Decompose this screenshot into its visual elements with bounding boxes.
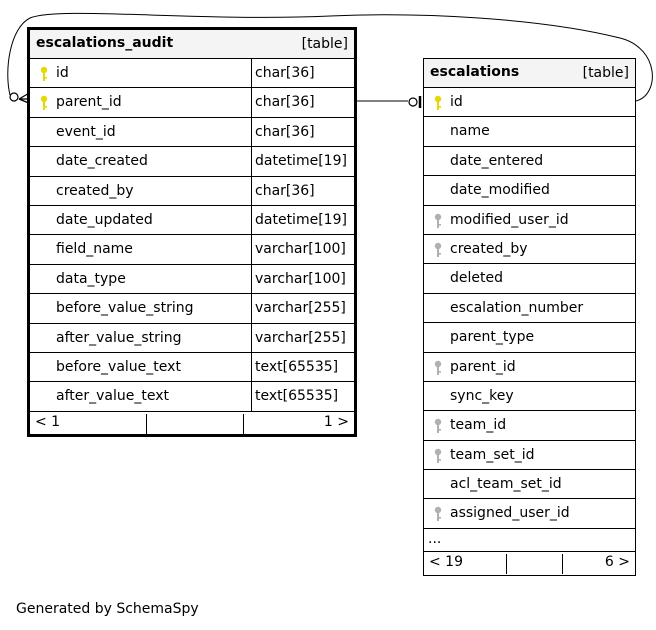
column-type: varchar[255] [255, 300, 346, 317]
column-type: datetime[19] [255, 211, 347, 228]
column-row[interactable] [30, 382, 354, 411]
column-name: acl_team_set_id [450, 476, 562, 493]
column-row[interactable] [30, 59, 354, 88]
column-row[interactable] [424, 382, 635, 411]
index-key-icon [433, 418, 443, 434]
relationship-zero-marker [409, 98, 417, 106]
column-type: char[36] [255, 182, 315, 199]
index-key-icon [433, 360, 443, 376]
column-name: escalation_number [450, 299, 584, 316]
column-row[interactable] [424, 176, 635, 205]
column-type: char[36] [255, 94, 315, 111]
column-row[interactable] [424, 411, 635, 440]
column-row[interactable] [424, 147, 635, 176]
column-row[interactable] [30, 265, 354, 294]
relationship-zero-marker-2 [10, 93, 18, 101]
column-row[interactable] [424, 441, 635, 470]
table-footer [424, 552, 635, 574]
primary-key-icon [39, 66, 49, 82]
column-name: modified_user_id [450, 211, 569, 228]
column-name: date_created [56, 153, 148, 170]
column-name: sync_key [450, 387, 514, 404]
column-name: assigned_user_id [450, 505, 570, 522]
column-row[interactable] [30, 294, 354, 323]
column-row[interactable] [424, 206, 635, 235]
column-type: varchar[100] [255, 270, 346, 287]
column-name: id [450, 94, 463, 110]
table-type-label: [table] [582, 65, 629, 81]
column-name: event_id [56, 123, 116, 140]
column-name: deleted [450, 270, 503, 287]
column-name: parent_id [56, 94, 122, 111]
table-header [424, 59, 635, 88]
column-row[interactable] [30, 147, 354, 176]
primary-key-icon [39, 95, 49, 111]
column-name: date_updated [56, 211, 153, 228]
index-key-icon [433, 506, 443, 522]
ellipsis-row [424, 529, 635, 552]
column-row[interactable] [424, 353, 635, 382]
column-row[interactable] [424, 499, 635, 528]
column-name: after_value_text [56, 388, 169, 405]
generated-by-caption: Generated by SchemaSpy [16, 601, 199, 617]
column-row[interactable] [424, 470, 635, 499]
column-name: before_value_text [56, 358, 181, 375]
column-row[interactable] [30, 324, 354, 353]
column-row[interactable] [424, 264, 635, 293]
children-count[interactable]: 1 > [323, 413, 349, 430]
index-key-icon [433, 213, 443, 229]
column-name: id [56, 65, 69, 81]
children-count[interactable]: 6 > [604, 553, 630, 570]
column-name: field_name [56, 241, 133, 258]
table-header [30, 30, 354, 59]
column-type: char[36] [255, 123, 315, 140]
column-name: date_modified [450, 182, 550, 199]
column-type: text[65535] [255, 388, 339, 405]
column-row[interactable] [424, 323, 635, 352]
column-name: before_value_string [56, 300, 194, 317]
column-type: text[65535] [255, 358, 339, 375]
column-row[interactable] [30, 235, 354, 264]
table-escalations[interactable] [423, 58, 636, 576]
column-row[interactable] [424, 235, 635, 264]
table-footer [30, 412, 354, 434]
column-type: varchar[255] [255, 329, 346, 346]
column-name: team_id [450, 417, 507, 434]
parents-count[interactable]: < 1 [35, 413, 61, 430]
column-name: parent_id [450, 358, 516, 375]
column-name: created_by [56, 182, 134, 199]
column-name: parent_type [450, 329, 535, 346]
column-name: data_type [56, 270, 126, 287]
table-type-label: [table] [301, 36, 348, 52]
more-columns-ellipsis: ... [428, 530, 442, 547]
column-name: after_value_string [56, 329, 182, 346]
table-escalations-audit[interactable] [27, 27, 357, 437]
column-name: date_entered [450, 152, 544, 169]
column-row[interactable] [424, 88, 635, 117]
column-name: name [450, 123, 490, 140]
column-row[interactable] [30, 353, 354, 382]
column-row[interactable] [30, 177, 354, 206]
index-key-icon [433, 242, 443, 258]
index-key-icon [433, 448, 443, 464]
column-name: created_by [450, 240, 528, 257]
column-row[interactable] [30, 118, 354, 147]
parents-count[interactable]: < 19 [429, 553, 463, 570]
column-row[interactable] [424, 294, 635, 323]
column-row[interactable] [30, 206, 354, 235]
table-name[interactable]: escalations [430, 64, 520, 80]
column-name: team_set_id [450, 446, 535, 463]
column-row[interactable] [30, 88, 354, 117]
column-type: datetime[19] [255, 153, 347, 170]
column-type: char[36] [255, 65, 315, 81]
column-type: varchar[100] [255, 241, 346, 258]
primary-key-icon [433, 95, 443, 111]
table-name[interactable]: escalations_audit [36, 35, 174, 51]
column-row[interactable] [424, 117, 635, 146]
